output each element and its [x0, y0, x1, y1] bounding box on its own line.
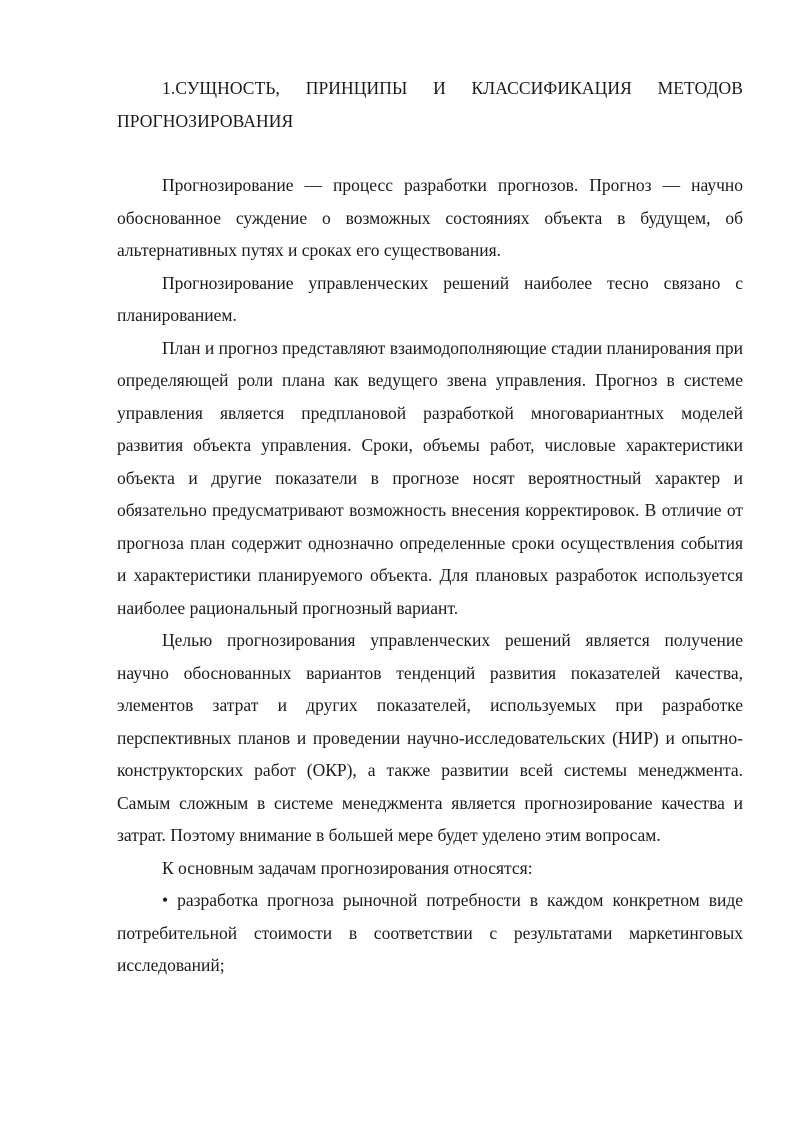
list-item: • разработка прогноза рыночной потребности в каждом конкретном виде потребительной стоимости в соответствии с результатами маркетинговых исследований;: [117, 890, 743, 975]
paragraph-planning-link: Прогнозирование управленческих решений наиболее тесно связано с планированием.: [117, 272, 743, 325]
paragraph-plan-vs-forecast: План и прогноз представляют взаимодополняющие стадии планирования при определяющей роли плана как ведущего звена управления. Прогноз в системе управления является предплановой разработкой многовариантных моделей развития объекта управления. Сроки, объемы работ, числовые характеристики объекта и другие показатели в прогнозе носят вероятностный характер и обязательно предусматривают возможность внесения корректировок. В отличие от прогноза план содержит однозначно определенные сроки осуществления события и характеристики планируемого объекта. Для плановых разработок используется наиболее рациональный прогнозный вариант.: [117, 337, 744, 618]
section-heading: 1.СУЩНОСТЬ, ПРИНЦИПЫ И КЛАССИФИКАЦИЯ МЕТОДОВ ПРОГНОЗИРОВАНИЯ: [117, 78, 743, 131]
paragraph-definition: Прогнозирование — процесс разработки прогнозов. Прогноз — научно обоснованное суждение о возможных состояниях объекта в будущем, об альтернативных путях и сроках его существования.: [117, 175, 743, 260]
paragraph-forecast-goal: Целью прогнозирования управленческих решений является получение научно обоснованных вариантов тенденций развития показателей качества, элементов затрат и других показателей, используемых при разработке перспективных планов и проведении научно-исследовательских (НИР) и опытно-конструкторских работ (ОКР), а также развитии всей системы менеджмента. Самым сложным в системе менеджмента является прогнозирование качества и затрат. Поэтому внимание в большей мере будет уделено этим вопросам.: [117, 630, 743, 845]
document-body: [117, 72, 743, 982]
paragraph-tasks-intro: К основным задачам прогнозирования относятся:: [162, 857, 533, 878]
